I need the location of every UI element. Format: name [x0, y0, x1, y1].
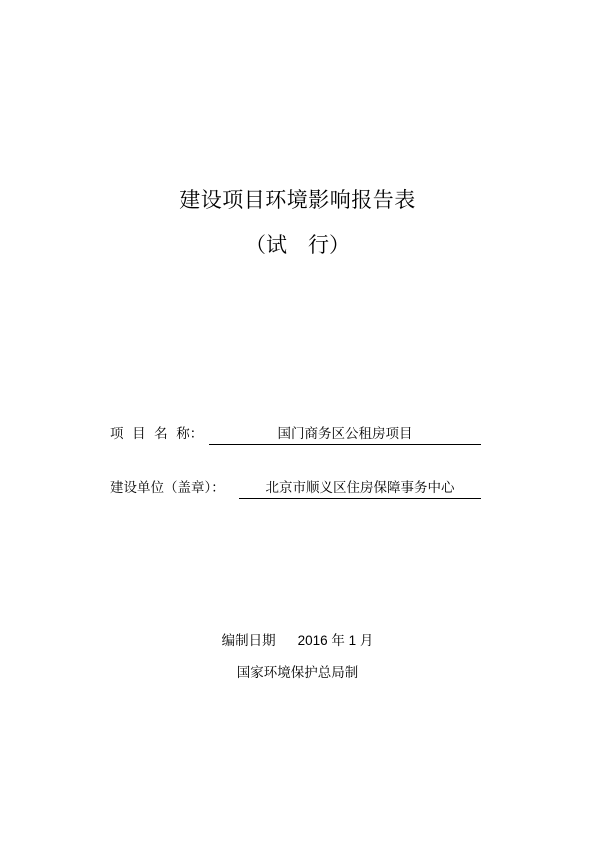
document-subtitle: （试 行）: [245, 233, 350, 257]
construction-unit-label: 建设单位（盖章）：: [110, 480, 225, 496]
construction-unit-field: 北京市顺义区住房保障事务中心: [239, 479, 481, 499]
project-name-label-text: 项 目 名 称：: [110, 426, 204, 442]
compile-date: [0, 632, 595, 650]
project-name-label: [110, 425, 203, 443]
issuing-authority: 国家环境保护总局制: [236, 665, 359, 681]
project-name-field: 国门商务区公租房项目: [209, 425, 481, 445]
compile-date-value: 2016 年 1 月: [297, 633, 374, 648]
compile-date-label: 编制日期: [221, 633, 276, 649]
document-title: 建设项目环境影响报告表: [179, 188, 416, 212]
